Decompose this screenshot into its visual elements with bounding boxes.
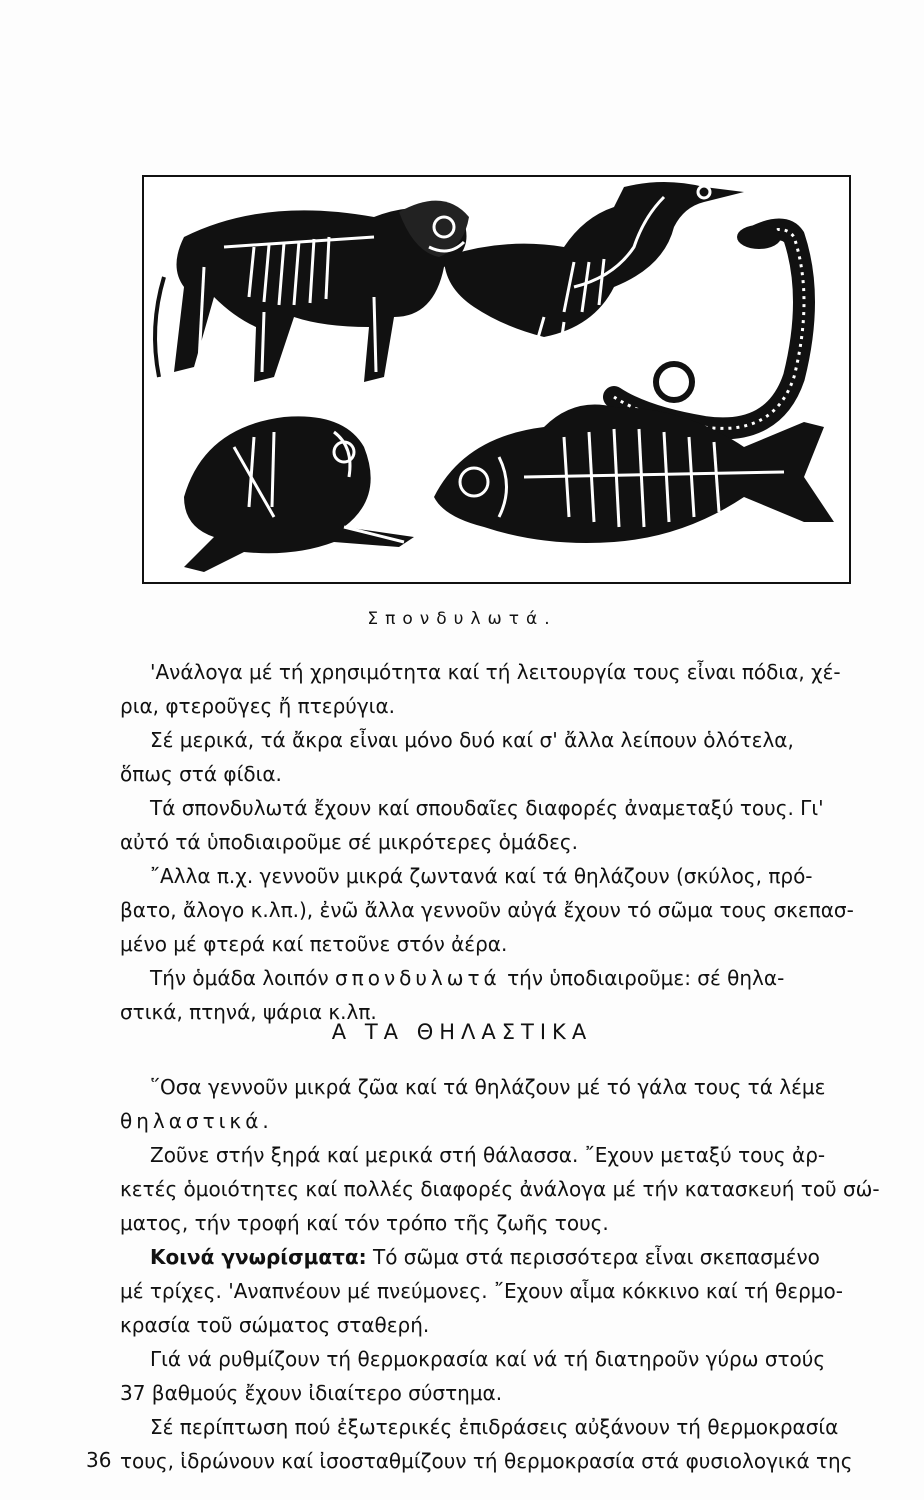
paragraph-line: μένο μέ φτερά καί πετοῦνε στόν ἀέρα. xyxy=(120,932,508,956)
paragraph-line-spaced xyxy=(120,961,910,995)
paragraph-line: ῞Οσα γεννοῦν μικρά ζῶα καί τά θηλάζουν μέ τό γάλα τους τά λέμε xyxy=(150,1075,826,1099)
paragraph-line-bold xyxy=(120,1240,910,1274)
frog-skeleton xyxy=(184,416,414,572)
paragraph-line: ματος, τήν τροφή καί τόν τρόπο τῆς ζωῆς τους. xyxy=(120,1211,609,1235)
paragraph-line: στικά, πτηνά, ψάρια κ.λπ. xyxy=(120,1000,377,1024)
spaced-term: σπονδυλωτά xyxy=(335,966,501,990)
paragraph-line: 'Ανάλογα μέ τή χρησιμότητα καί τή λειτουργία τους εἶναι πόδια, χέ- xyxy=(150,660,841,684)
paragraph-suffix: τήν ὑποδιαιροῦμε: σέ θηλα- xyxy=(507,966,785,990)
skeletons-illustration xyxy=(144,177,849,582)
paragraph-line: 37 βαθμούς ἔχουν ἰδιαίτερο σύστημα. xyxy=(120,1381,503,1405)
paragraph-line: μέ τρίχες. 'Αναπνέουν μέ πνεύμονες. ῎Εχουν αἷμα κόκκινο καί τή θερμο- xyxy=(120,1279,843,1303)
paragraph-line: κετές ὁμοιότητες καί πολλές διαφορές ἀνάλογα μέ τήν κατασκευή τοῦ σώ- xyxy=(120,1177,880,1201)
paragraph-line: τους, ἱδρώνουν καί ἰσοσταθμίζουν τή θερμοκρασία στά φυσιολογικά της xyxy=(120,1449,853,1473)
bird-skeleton xyxy=(444,182,744,362)
paragraph-prefix: Τήν ὁμάδα λοιπόν xyxy=(150,966,329,990)
paragraph-line: ρια, φτεροῦγες ἤ πτερύγια. xyxy=(120,694,395,718)
paragraph-line: αὐτό τά ὑποδιαιροῦμε σέ μικρότερες ὁμάδες. xyxy=(120,830,578,854)
paragraph-line: Ζοῦνε στήν ξηρά καί μερικά στή θάλασσα. ῎Εχουν μεταξύ τους ἀρ- xyxy=(150,1143,826,1167)
vertebrate-skeletons-figure xyxy=(142,175,851,584)
body-text-bottom xyxy=(120,1070,910,1478)
paragraph-line: ῎Αλλα π.χ. γεννοῦν μικρά ζωντανά καί τά θηλάζουν (σκύλος, πρό- xyxy=(150,864,813,888)
paragraph-line: Σέ μερικά, τά ἄκρα εἶναι μόνο δυό καί σ' ἄλλα λείπουν ὁλότελα, xyxy=(150,728,794,752)
paragraph-line: Σέ περίπτωση πού ἐξωτερικές ἐπιδράσεις αὐξάνουν τή θερμοκρασία xyxy=(150,1415,839,1439)
fish-skeleton xyxy=(434,405,834,544)
paragraph-line: Γιά νά ρυθμίζουν τή θερμοκρασία καί νά τή διατηροῦν γύρω στούς xyxy=(150,1347,826,1371)
paragraph-line: ὅπως στά φίδια. xyxy=(120,762,282,786)
body-text-top xyxy=(120,655,910,1029)
paragraph-line: κρασία τοῦ σώματος σταθερή. xyxy=(120,1313,430,1337)
spaced-term: θηλαστικά. xyxy=(120,1109,273,1133)
lion-skeleton xyxy=(155,201,469,382)
section-heading: Α ΤΑ ΘΗΛΑΣΤΙΚΑ xyxy=(331,1020,593,1044)
paragraph-rest: Τό σῶμα στά περισσότερα εἶναι σκεπασμένο xyxy=(366,1245,820,1269)
paragraph-line: βατο, ἄλογο κ.λπ.), ἐνῶ ἄλλα γεννοῦν αὐγά ἔχουν τό σῶμα τους σκεπασ- xyxy=(120,898,854,922)
figure-caption: Σπονδυλωτά. xyxy=(367,609,557,629)
paragraph-line: Τά σπονδυλωτά ἔχουν καί σπουδαῖες διαφορές ἀναμεταξύ τους. Γι' xyxy=(150,796,824,820)
page-number: 36 xyxy=(86,1448,112,1472)
bold-term: Κοινά γνωρίσματα: xyxy=(150,1245,367,1269)
